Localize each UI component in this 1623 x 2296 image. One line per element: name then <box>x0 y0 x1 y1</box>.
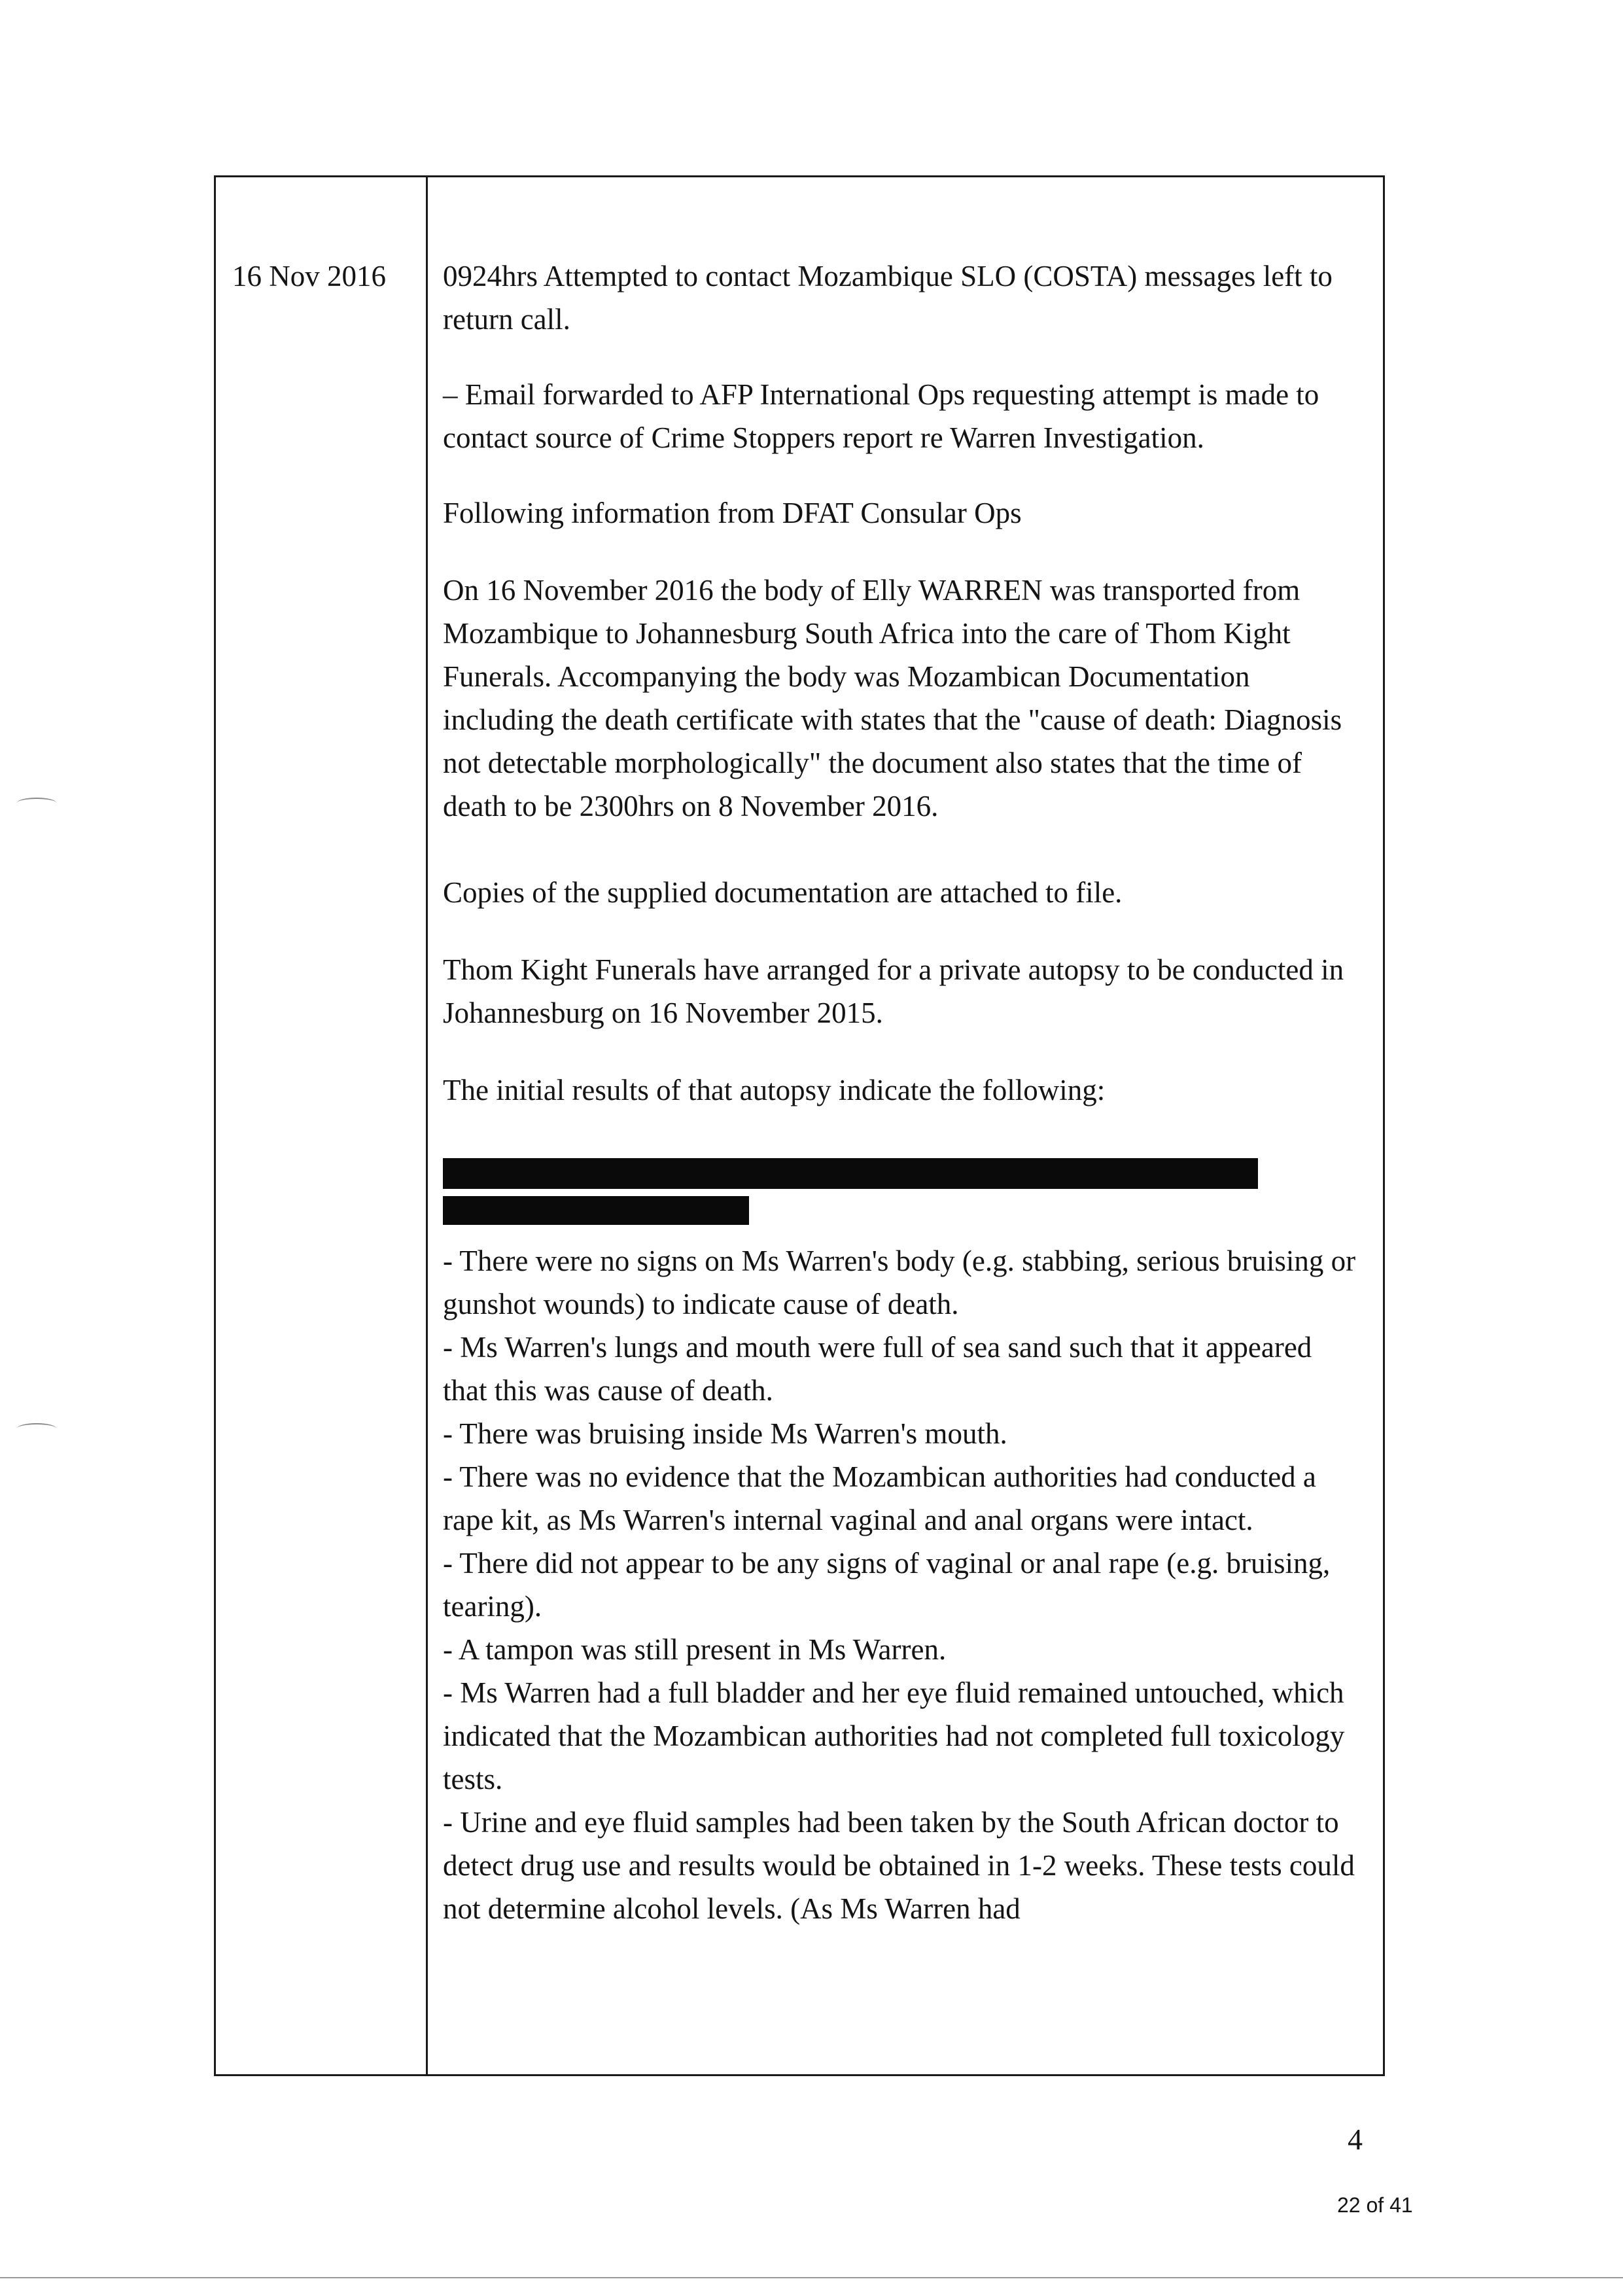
finding-item: - Urine and eye fluid samples had been taken by the South African doctor to detect drug use and results would be obtained in 1-2 weeks. These tests could not determine alcohol levels. (As Ms Warren had <box>443 1806 1355 1925</box>
transport-paragraph: On 16 November 2016 the body of Elly WARREN was transported from Mozambique to Johannesburg South Africa into the care of Thom Kight Funerals. Accompanying the body was Mozambican Documentation including the death certificate with states that the "cause of death: Diagnosis not detectable morphologically" the document also states that the time of death to be 2300hrs on 8 November 2016. <box>443 574 1342 822</box>
finding-item: - There was bruising inside Ms Warren's mouth. <box>443 1417 1007 1450</box>
redacted-text-block <box>443 1153 1359 1239</box>
column-divider <box>426 177 428 2074</box>
entry-details <box>443 255 1359 1930</box>
autopsy-arranged-paragraph: Thom Kight Funerals have arranged for a private autopsy to be conducted in Johannesburg on 16 November 2015. <box>443 953 1344 1029</box>
redaction-bar <box>443 1158 1258 1189</box>
initial-results-paragraph: The initial results of that autopsy indicate the following: <box>443 1074 1106 1106</box>
autopsy-findings-list <box>443 1239 1359 1930</box>
finding-item: - Ms Warren had a full bladder and her eye fluid remained untouched, which indicated that the Mozambican authorities had not completed full toxicology tests. <box>443 1676 1345 1795</box>
footer-rule <box>0 2277 1623 2278</box>
email-forwarded-paragraph: – Email forwarded to AFP International Ops requesting attempt is made to contact source of Crime Stoppers report re Warren Investigation. <box>443 378 1319 454</box>
finding-item: - There were no signs on Ms Warren's body (e.g. stabbing, serious bruising or gunshot wounds) to indicate cause of death. <box>443 1245 1356 1320</box>
finding-item: - Ms Warren's lungs and mouth were full of sea sand such that it appeared that this was cause of death. <box>443 1331 1312 1407</box>
redaction-bar <box>443 1196 749 1225</box>
entry-date: 16 Nov 2016 <box>232 260 386 292</box>
page-number: 4 <box>1348 2123 1363 2156</box>
margin-scan-mark <box>17 1423 56 1434</box>
case-log-table <box>214 175 1385 2076</box>
finding-item: - There did not appear to be any signs of vaginal or anal rape (e.g. bruising, tearing). <box>443 1547 1331 1623</box>
margin-scan-mark <box>17 798 56 808</box>
copies-paragraph: Copies of the supplied documentation are attached to file. <box>443 876 1123 909</box>
contact-attempt-paragraph: 0924hrs Attempted to contact Mozambique SLO (COSTA) messages left to return call. <box>443 260 1333 336</box>
dfat-intro-paragraph: Following information from DFAT Consular Ops <box>443 497 1022 529</box>
finding-item: - A tampon was still present in Ms Warren. <box>443 1633 947 1666</box>
page-count: 22 of 41 <box>1337 2193 1413 2217</box>
finding-item: - There was no evidence that the Mozambican authorities had conducted a rape kit, as Ms Warren's internal vaginal and anal organs were intact. <box>443 1460 1316 1536</box>
